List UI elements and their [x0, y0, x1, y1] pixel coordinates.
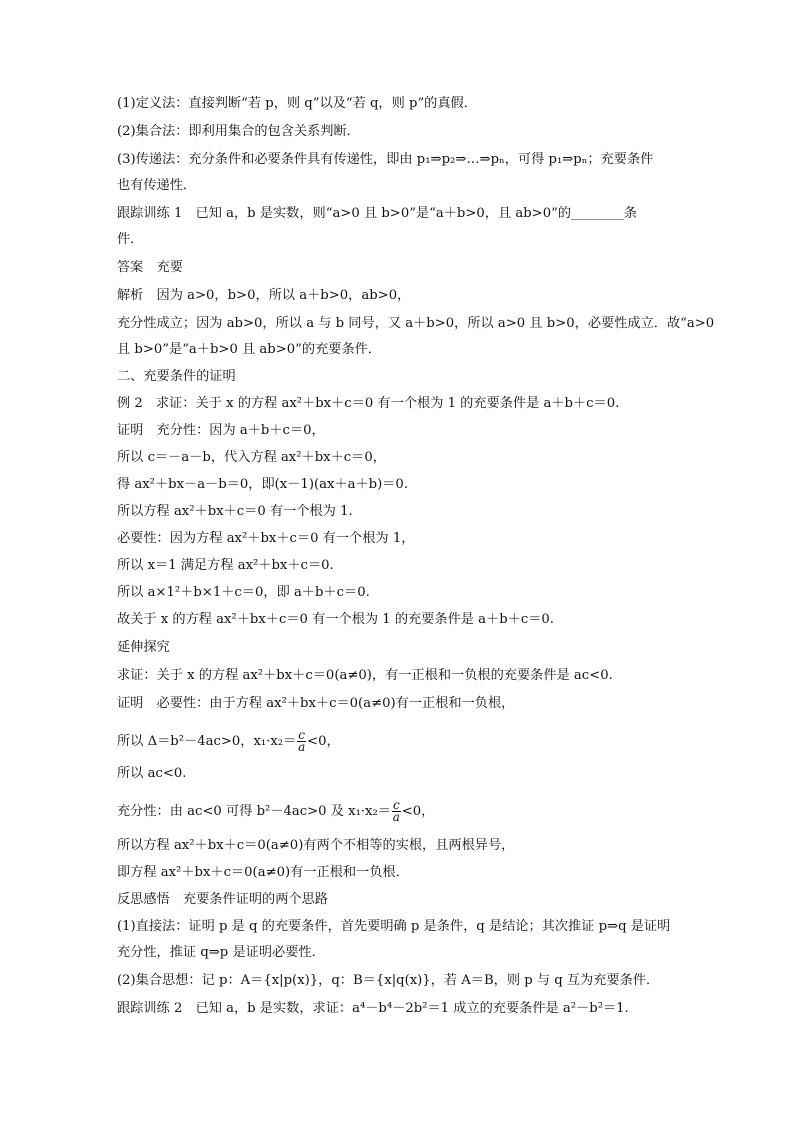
proof-line-3: 得 ax²＋bx－a－b＝0，即(x－1)(ax＋a＋b)＝0. [117, 477, 409, 492]
analysis-line-2: 充分性成立；因为 ab>0，所以 a 与 b 同号，又 a＋b>0，所以 a>0 且 b>0，必要性成立．故“a>0 [117, 316, 715, 331]
transitive-method-line: (3)传递法：充分条件和必要条件具有传递性，即由 p₁⇒p₂⇒…⇒pₙ，可得 p₁⇒pₙ；充要条件 [117, 152, 654, 167]
direct-method-line: (1)直接法：证明 p 是 q 的充要条件，首先要明确 p 是条件，q 是结论；其次推证 p⇒q 是证明 [117, 919, 671, 934]
proof-conclusion-line: 故关于 x 的方程 ax²＋bx＋c＝0 有一个根为 1 的充要条件是 a＋b＋c＝0. [117, 612, 554, 627]
exercise-2-line: 跟踪训练 2 已知 a，b 是实数，求证：a⁴－b⁴－2b²＝1 成立的充要条件是 a²－b²＝1. [117, 1001, 629, 1016]
formula-suffix: <0， [401, 804, 435, 819]
fraction-denominator: a [298, 740, 306, 754]
fraction-c-over-a [297, 730, 306, 753]
formula-suffix: <0， [307, 734, 340, 749]
extension-proof-line-1: 证明 必要性：由于方程 ax²＋bx＋c＝0(a≠0)有一正根和一负根， [117, 696, 515, 711]
fraction-c-over-a [392, 800, 401, 823]
proof-line-2: 所以 c＝－a－b，代入方程 ax²＋bx＋c＝0， [117, 450, 386, 465]
proof-line-1: 证明 充分性：因为 a＋b＋c＝0， [117, 423, 325, 438]
formula-prefix: 所以 Δ＝b²－4ac>0，x₁·x₂＝ [117, 734, 297, 749]
sufficiency-line-2: 所以方程 ax²＋bx＋c＝0(a≠0)有两个不相等的实根，且两根异号， [117, 838, 515, 853]
proof-line-4: 所以方程 ax²＋bx＋c＝0 有一个根为 1. [117, 504, 353, 519]
extension-proof-line-3: 所以 ac<0. [117, 766, 187, 781]
direct-method-line-cont: 充分性，推证 q⇒p 是证明必要性． [117, 945, 325, 960]
reflection-heading: 反思感悟 充要条件证明的两个思路 [117, 892, 328, 907]
extension-heading: 延伸探究 [117, 640, 170, 655]
proof-line-7: 所以 a×1²＋b×1＋c＝0，即 a＋b＋c＝0. [117, 585, 370, 600]
analysis-line-3: 且 b>0”是“a＋b>0 且 ab>0”的充要条件． [117, 342, 382, 357]
analysis-line: 解析 因为 a>0，b>0，所以 a＋b>0，ab>0， [117, 288, 411, 303]
definition-method-line: (1)定义法：直接判断“若 p，则 q”以及“若 q，则 p”的真假． [117, 96, 477, 111]
fraction-numerator: c [298, 728, 306, 742]
set-method-line: (2)集合法：即利用集合的包含关系判断． [117, 124, 360, 139]
exercise-1-line-cont: 件． [117, 232, 144, 247]
answer-line: 答案 充要 [117, 260, 183, 275]
example-2-line: 例 2 求证：关于 x 的方程 ax²＋bx＋c＝0 有一个根为 1 的充要条件是 a＋b＋c＝0. [117, 396, 620, 411]
exercise-1-line: 跟踪训练 1 已知 a，b 是实数，则“a>0 且 b>0”是“a＋b>0，且 ab>0”的________条 [117, 206, 637, 221]
proof-line-6: 所以 x＝1 满足方程 ax²＋bx＋c＝0. [117, 558, 334, 573]
proof-line-5: 必要性：因为方程 ax²＋bx＋c＝0 有一个根为 1， [117, 531, 415, 546]
sufficiency-conclusion: 即方程 ax²＋bx＋c＝0(a≠0)有一正根和一负根． [117, 865, 409, 880]
transitive-method-line-cont: 也有传递性． [117, 178, 197, 193]
extension-proof-line-2 [117, 730, 340, 753]
fraction-denominator: a [392, 810, 400, 824]
fraction-numerator: c [392, 798, 400, 812]
sufficiency-line [117, 800, 434, 823]
section-heading: 二、充要条件的证明 [117, 369, 236, 384]
set-thinking-line: (2)集合思想：记 p：A＝{x|p(x)}，q：B＝{x|q(x)}，若 A＝B，则 p 与 q 互为充要条件． [117, 973, 660, 988]
extension-statement: 求证：关于 x 的方程 ax²＋bx＋c＝0(a≠0)，有一正根和一负根的充要条件是 ac<0. [117, 668, 613, 683]
formula-prefix: 充分性：由 ac<0 可得 b²－4ac>0 及 x₁·x₂＝ [117, 804, 391, 819]
